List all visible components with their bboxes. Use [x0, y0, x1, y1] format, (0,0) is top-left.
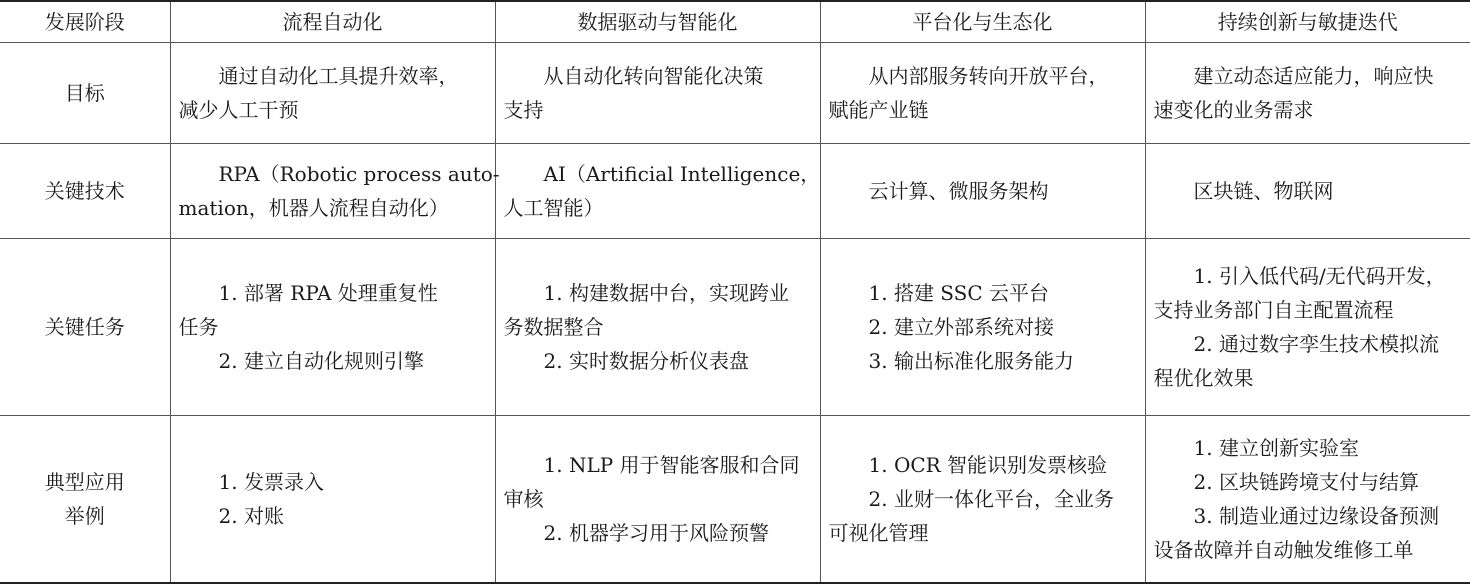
- cell-line: 支持业务部门自主配置流程: [1153, 298, 1394, 322]
- cell-line: 区块链、物联网: [1193, 179, 1334, 203]
- cell-line: 2. 对账: [218, 504, 284, 528]
- cell-line: 赋能产业链: [828, 98, 929, 122]
- cell-line: 云计算、微服务架构: [868, 179, 1049, 203]
- cell-line: 1. 发票录入: [218, 470, 324, 494]
- cell-line: 3. 输出标准化服务能力: [868, 349, 1074, 373]
- cell-line: 2. 区块链跨境支付与结算: [1193, 470, 1419, 494]
- goal-data-driven: [495, 43, 820, 144]
- tasks-platform-ecosystem: [820, 239, 1145, 416]
- cell-line: 1. 部署 RPA 处理重复性: [218, 281, 438, 305]
- tech-data-driven: [495, 144, 820, 239]
- cell-line: 2. 机器学习用于风险预警: [543, 521, 769, 545]
- header-continuous-innovation: 持续创新与敏捷迭代: [1145, 1, 1470, 43]
- tasks-process-automation: [170, 239, 495, 416]
- cell-line: 审核: [503, 487, 544, 511]
- cell-line: 程优化效果: [1153, 366, 1254, 390]
- cell-line: 1. 搭建 SSC 云平台: [868, 281, 1050, 305]
- cell-line: 建立动态适应能力，响应快: [1193, 64, 1434, 88]
- header-data-driven: 数据驱动与智能化: [495, 1, 820, 43]
- cell-line: 1. 构建数据中台，实现跨业: [543, 281, 789, 305]
- row-label-line: 举例: [64, 504, 105, 528]
- examples-process-automation: [170, 416, 495, 584]
- cell-line: 3. 制造业通过边缘设备预测: [1193, 504, 1439, 528]
- cell-line: 速变化的业务需求: [1153, 98, 1314, 122]
- cell-line: AI（Artificial Intelligence，: [543, 162, 821, 186]
- examples-platform-ecosystem: [820, 416, 1145, 584]
- cell-line: 1. 建立创新实验室: [1193, 436, 1359, 460]
- row-label-key-tasks: 关键任务: [0, 239, 170, 416]
- header-row: [0, 1, 1470, 43]
- examples-continuous-innovation: [1145, 416, 1470, 584]
- goal-continuous-innovation: [1145, 43, 1470, 144]
- cell-line: 从自动化转向智能化决策: [543, 64, 764, 88]
- cell-line: RPA（Robotic process auto-: [218, 162, 500, 186]
- tasks-data-driven: [495, 239, 820, 416]
- table-row-goal: [0, 43, 1470, 144]
- row-label-goal: 目标: [0, 43, 170, 144]
- cell-line: mation，机器人流程自动化）: [178, 196, 449, 220]
- cell-line: 务数据整合: [503, 315, 604, 339]
- row-label-key-tech: 关键技术: [0, 144, 170, 239]
- goal-process-automation: [170, 43, 495, 144]
- cell-line: 人工智能）: [503, 196, 604, 220]
- cell-line: 通过自动化工具提升效率，: [218, 64, 459, 88]
- cell-line: 任务: [178, 315, 219, 339]
- header-process-automation: 流程自动化: [170, 1, 495, 43]
- cell-line: 支持: [503, 98, 544, 122]
- cell-line: 可视化管理: [828, 521, 929, 545]
- cell-line: 设备故障并自动触发维修工单: [1153, 538, 1414, 562]
- header-stage: 发展阶段: [0, 1, 170, 43]
- header-platform-ecosystem: 平台化与生态化: [820, 1, 1145, 43]
- tech-continuous-innovation: [1145, 144, 1470, 239]
- cell-line: 减少人工干预: [178, 98, 299, 122]
- cell-line: 2. 建立自动化规则引擎: [218, 349, 424, 373]
- cell-line: 2. 实时数据分析仪表盘: [543, 349, 749, 373]
- table-row-key-tech: [0, 144, 1470, 239]
- cell-line: 1. OCR 智能识别发票核验: [868, 453, 1108, 477]
- row-label-examples: [0, 416, 170, 584]
- cell-line: 1. NLP 用于智能客服和合同: [543, 453, 800, 477]
- tasks-continuous-innovation: [1145, 239, 1470, 416]
- cell-line: 从内部服务转向开放平台，: [868, 64, 1109, 88]
- tech-process-automation: [170, 144, 500, 239]
- table-row-key-tasks: [0, 239, 1470, 416]
- examples-data-driven: [495, 416, 820, 584]
- row-label-line: 典型应用: [44, 470, 125, 494]
- cell-line: 2. 通过数字孪生技术模拟流: [1193, 332, 1439, 356]
- cell-line: 2. 建立外部系统对接: [868, 315, 1054, 339]
- goal-platform-ecosystem: [820, 43, 1145, 144]
- tech-platform-ecosystem: [820, 144, 1145, 239]
- table-row-examples: [0, 416, 1470, 584]
- cell-line: 2. 业财一体化平台，全业务: [868, 487, 1114, 511]
- cell-line: 1. 引入低代码/无代码开发，: [1193, 264, 1446, 288]
